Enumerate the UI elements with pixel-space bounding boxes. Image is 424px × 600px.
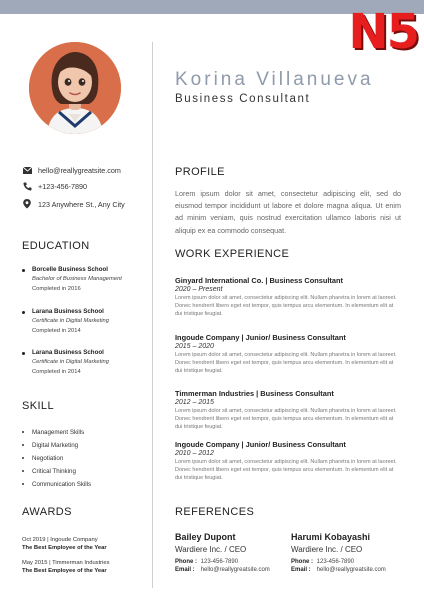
experience-item <box>175 389 401 431</box>
phone-label: Phone : <box>175 559 197 565</box>
avatar-illustration <box>29 42 121 134</box>
bullet-dot <box>22 311 25 314</box>
skill-item: Critical Thinking <box>22 465 91 478</box>
award-title: The Best Employee of the Year <box>22 567 107 574</box>
job-title: Ingoude Company | Junior/ Business Consultant <box>175 333 346 342</box>
job-title: Ingoude Company | Junior/ Business Consultant <box>175 440 346 449</box>
bullet-dot <box>22 269 25 272</box>
page-badge: N5 <box>348 4 418 60</box>
skill-heading: SKILL <box>22 400 54 412</box>
job-description: Lorem ipsum dolor sit amet, consectetur adipiscing elit. Nullam pharetra in lorem at laoreet. Donec hendrerit libero eget est tempor, quis tempus arcu elementum. In elementum elit at dui tristique feugiat. <box>175 352 397 374</box>
job-title: Timmerman Industries | Business Consultant <box>175 389 334 398</box>
job-title: Ginyard International Co. | Business Consultant <box>175 276 343 285</box>
education-heading: EDUCATION <box>22 240 90 252</box>
profile-summary: Lorem ipsum dolor sit amet, consectetur adipiscing elit, sed do eiusmod tempor incididunt ut labore et dolore magna aliqua. Ut enim ad minim veniam, quis nostrud exercitation ullamco laboris nisi ut aliquip ex ea commodo consequat. <box>175 189 401 235</box>
phone-icon <box>22 181 32 191</box>
reference-phone-row <box>175 559 290 565</box>
contact-address <box>22 199 125 209</box>
work-experience-heading: WORK EXPERIENCE <box>175 248 290 260</box>
degree: Certificate in Digital Marketing <box>32 359 109 365</box>
degree: Bachelor of Business Management <box>32 276 122 282</box>
profile-heading: PROFILE <box>175 166 225 178</box>
location-pin-icon <box>22 199 32 209</box>
experience-item <box>175 333 401 375</box>
phone-label: Phone : <box>291 559 313 565</box>
skill-item: Negotiation <box>22 452 91 465</box>
reference-email-row <box>291 567 406 573</box>
school-name: Larana Business School <box>32 308 104 315</box>
job-dates: 2010 – 2012 <box>175 450 214 457</box>
candidate-role: Business Consultant <box>175 93 311 105</box>
reference-name: Harumi Kobayashi <box>291 532 371 542</box>
awards-heading: AWARDS <box>22 506 72 518</box>
school-name: Borcelle Business School <box>32 266 108 273</box>
email-label: Email : <box>175 567 195 573</box>
bullet-dot <box>22 352 25 355</box>
references-heading: REFERENCES <box>175 506 255 518</box>
address-text: 123 Anywhere St., Any City <box>38 199 125 209</box>
experience-item <box>175 276 401 318</box>
school-name: Larana Business School <box>32 349 104 356</box>
award-item <box>22 560 110 575</box>
column-divider <box>152 42 153 588</box>
completion-year: Completed in 2016 <box>32 286 81 292</box>
reference-company: Wardiere Inc. / CEO <box>291 545 363 554</box>
skill-list <box>22 426 91 491</box>
reference-email-row <box>175 567 290 573</box>
experience-item <box>175 440 401 482</box>
contact-email <box>22 165 121 175</box>
email-label: Email : <box>291 567 311 573</box>
reference-name: Bailey Dupont <box>175 532 236 542</box>
reference-phone: 123-456-7890 <box>316 559 355 565</box>
profile-avatar <box>29 42 121 134</box>
reference-email: hello@reallygreatsite.com <box>200 567 270 573</box>
contact-phone <box>22 181 87 191</box>
award-item <box>22 537 107 552</box>
job-description: Lorem ipsum dolor sit amet, consectetur adipiscing elit. Nullam pharetra in lorem at laoreet. Donec hendrerit libero eget est tempor, quis tempus arcu elementum. In elementum elit at dui tristique feugiat. <box>175 295 397 317</box>
completion-year: Completed in 2014 <box>32 369 81 375</box>
completion-year: Completed in 2014 <box>32 328 81 334</box>
job-description: Lorem ipsum dolor sit amet, consectetur adipiscing elit. Nullam pharetra in lorem at laoreet. Donec hendrerit libero eget est tempor, quis tempus arcu elementum. In elementum elit at dui tristique feugiat. <box>175 459 397 481</box>
email-icon <box>22 165 32 175</box>
reference-phone-row <box>291 559 406 565</box>
phone-text: +123-456-7890 <box>38 181 87 191</box>
job-dates: 2020 – Present <box>175 286 223 293</box>
reference-card <box>175 532 290 573</box>
email-text: hello@reallygreatsite.com <box>38 165 121 175</box>
reference-email: hello@reallygreatsite.com <box>316 567 386 573</box>
reference-card <box>291 532 406 573</box>
award-title: The Best Employee of the Year <box>22 544 107 551</box>
skill-item: Digital Marketing <box>22 439 91 452</box>
candidate-name: Korina Villanueva <box>175 69 374 90</box>
job-dates: 2012 – 2015 <box>175 399 214 406</box>
job-description: Lorem ipsum dolor sit amet, consectetur adipiscing elit. Nullam pharetra in lorem at laoreet. Donec hendrerit libero eget est tempor, quis tempus arcu elementum. In elementum elit at dui tristique feugiat. <box>175 408 397 430</box>
skill-item: Management Skills <box>22 426 91 439</box>
reference-company: Wardiere Inc. / CEO <box>175 545 247 554</box>
reference-phone: 123-456-7890 <box>200 559 239 565</box>
skill-item: Communication Skills <box>22 478 91 491</box>
job-dates: 2015 – 2020 <box>175 343 214 350</box>
award-date-company: Oct 2019 | Ingoude Company <box>22 537 98 543</box>
award-date-company: May 2015 | Timmerman Industries <box>22 560 110 566</box>
degree: Certificate in Digital Marketing <box>32 318 109 324</box>
